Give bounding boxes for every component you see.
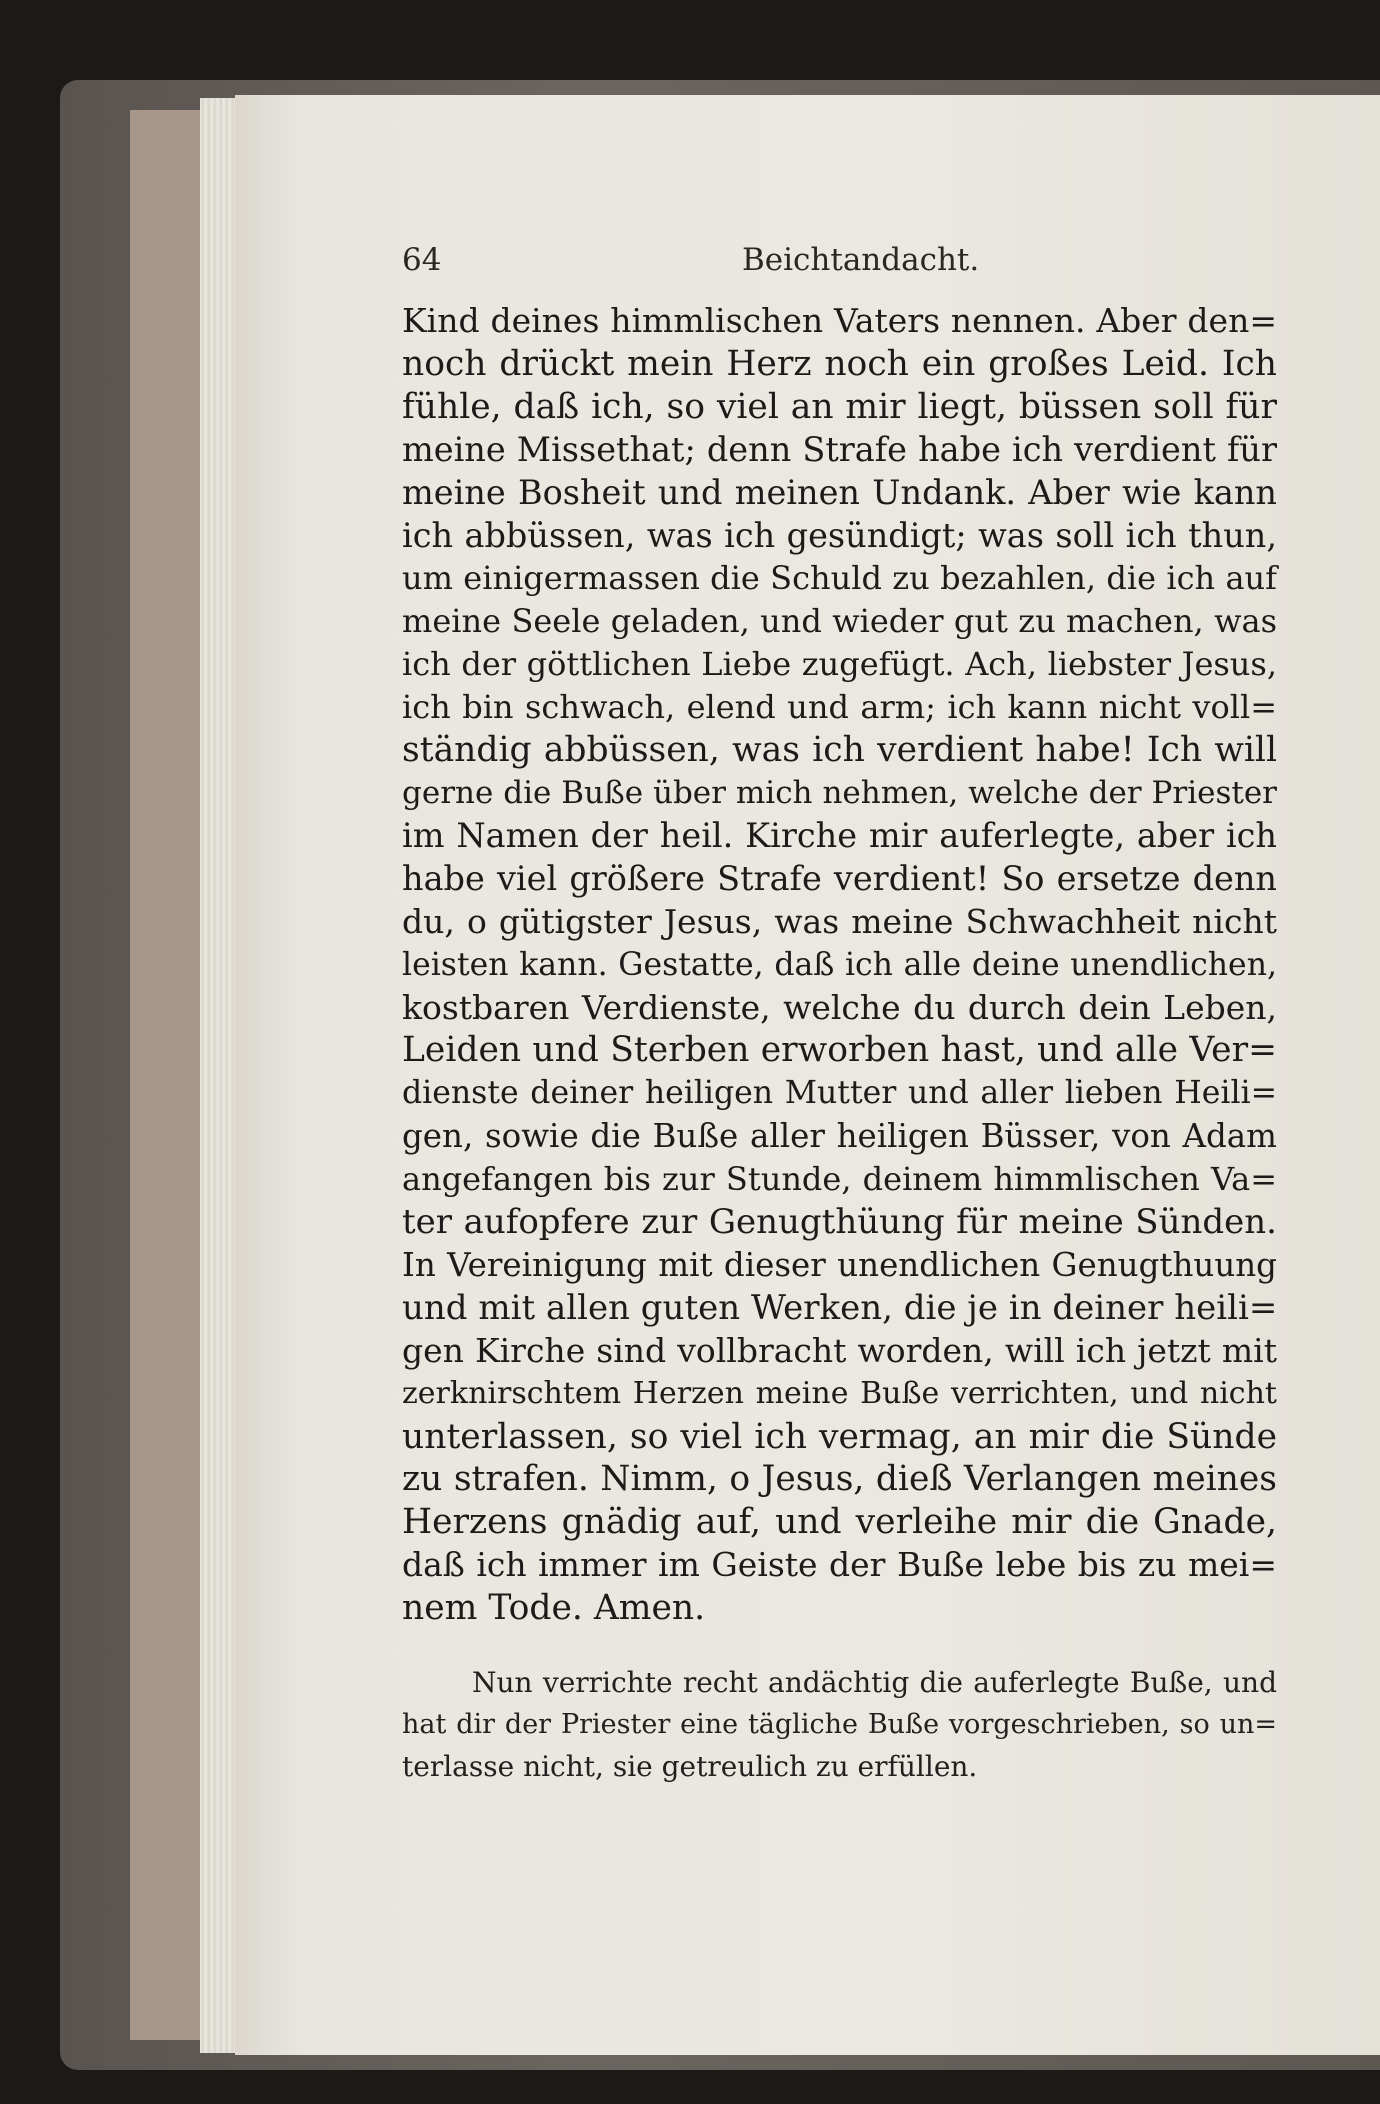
text-line: ich abbüssen, was ich gesündigt; was soll ich thun,	[402, 515, 1277, 555]
text-line: ter aufopfere zur Genugthüung für meine Sünden.	[402, 1202, 1277, 1243]
text-line: dienste deiner heiligen Mutter und aller lieben Heili=	[402, 1075, 1277, 1112]
text-line: kostbaren Verdienste, welche du durch dein Leben,	[402, 987, 1277, 1027]
instruction-note	[402, 1662, 1277, 1788]
text-line: gen, sowie die Buße aller heiligen Büsser, von Adam	[402, 1117, 1277, 1156]
text-line: fühle, daß ich, so viel an mir liegt, büssen soll für	[402, 386, 1277, 427]
text-line: ich bin schwach, elend und arm; ich kann nicht voll=	[402, 688, 1277, 727]
text-line: zerknirschtem Herzen meine Buße verrichten, und nicht	[402, 1375, 1277, 1411]
text-line: Leiden und Sterben erworben hast, und alle Ver=	[402, 1030, 1277, 1071]
note-line: Nun verrichte recht andächtig die auferlegte Buße, und	[472, 1666, 1277, 1699]
text-line: Kind deines himmlischen Vaters nennen. Aber den=	[402, 301, 1277, 340]
text-line: noch drückt mein Herz noch ein großes Leid. Ich	[402, 343, 1277, 384]
text-line: ich der göttlichen Liebe zugefügt. Ach, liebster Jesus,	[402, 645, 1277, 684]
text-line: im Namen der heil. Kirche mir auferlegte, aber ich	[402, 815, 1277, 855]
note-line: terlasse nicht, sie getreulich zu erfüllen.	[402, 1750, 978, 1783]
text-line: du, o gütigster Jesus, was meine Schwachheit nicht	[402, 901, 1277, 941]
text-line: meine Missethat; denn Strafe habe ich verdient für	[402, 429, 1277, 469]
running-head	[402, 242, 1302, 282]
text-line: um einigermassen die Schuld zu bezahlen, die ich auf	[402, 559, 1277, 598]
text-line: leisten kann. Gestatte, daß ich alle deine unendlichen,	[402, 946, 1277, 983]
text-line: daß ich immer im Geiste der Buße lebe bis zu mei=	[402, 1545, 1277, 1585]
text-line: habe viel größere Strafe verdient! So ersetze denn	[402, 858, 1277, 898]
text-line: und mit allen guten Werken, die je in deiner heili=	[402, 1287, 1278, 1328]
text-line: angefangen bis zur Stunde, deinem himmlischen Va=	[402, 1160, 1277, 1199]
page-number: 64	[402, 242, 442, 278]
text-line: ständig abbüssen, was ich verdient habe! Ich will	[402, 730, 1277, 771]
text-line: zu strafen. Nimm, o Jesus, dieß Verlangen meines	[402, 1459, 1277, 1500]
text-line: meine Bosheit und meinen Undank. Aber wie kann	[402, 472, 1277, 512]
text-line: gen Kirche sind vollbracht worden, will ich jetzt mit	[402, 1330, 1277, 1370]
text-line: In Vereinigung mit dieser unendlichen Genugthuung	[402, 1245, 1277, 1284]
page-header-title: Beichtandacht.	[742, 242, 980, 278]
text-line: meine Seele geladen, und wieder gut zu machen, was	[402, 602, 1277, 641]
text-line: gerne die Buße über mich nehmen, welche der Priester	[402, 774, 1277, 811]
note-line: hat dir der Priester eine tägliche Buße vorgeschrieben, so un=	[402, 1709, 1277, 1740]
text-line: nem Tode. Amen.	[402, 1588, 706, 1629]
text-line: Herzens gnädig auf, und verleihe mir die Gnade,	[402, 1502, 1277, 1543]
prayer-text	[402, 300, 1277, 1630]
text-line: unterlassen, so viel ich vermag, an mir die Sünde	[402, 1416, 1277, 1457]
